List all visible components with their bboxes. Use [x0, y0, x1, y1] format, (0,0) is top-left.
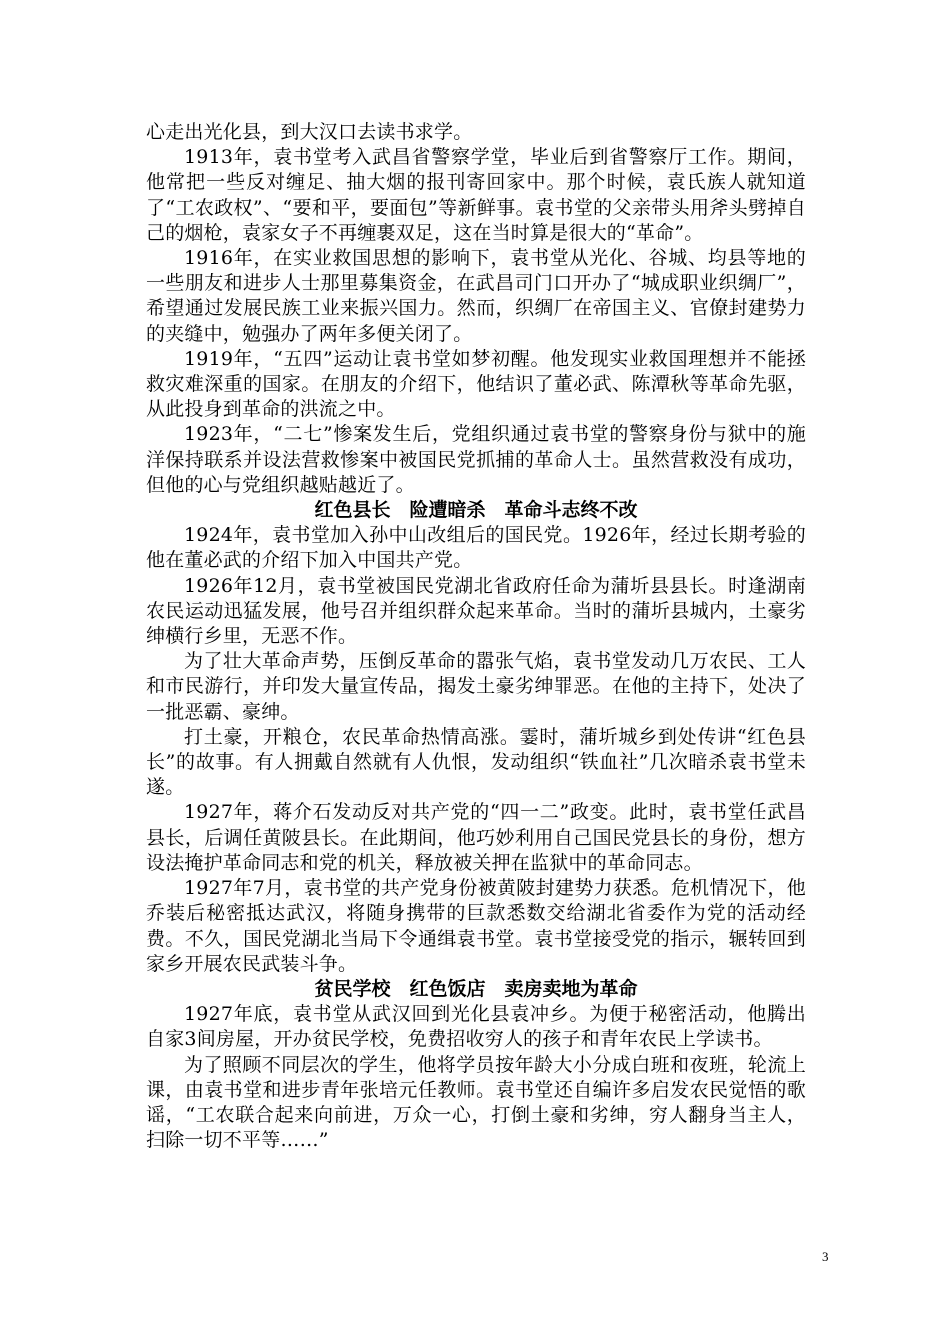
paragraph: 1923年，“二七”惨案发生后，党组织通过袁书堂的警察身份与狱中的施洋保持联系并设法营救惨案中被国民党抓捕的革命人士。虽然营救没有成功，但他的心与党组织越贴越近了。 — [146, 423, 806, 496]
section-heading: 红色县长 险遭暗杀 革命斗志终不改 — [314, 499, 638, 522]
paragraph: 1916年，在实业救国思想的影响下，袁书堂从光化、谷城、均县等地的一些朋友和进步人士那里募集资金，在武昌司门口开办了“城成职业织绸厂”，希望通过发展民族工业来振兴国力。然而，织绸厂在帝国主义、官僚封建势力的夹缝中，勉强办了两年多便关闭了。 — [146, 247, 806, 345]
paragraph: 心走出光化县，到大汉口去读书求学。 — [146, 121, 473, 143]
paragraph: 为了壮大革命声势，压倒反革命的嚣张气焰，袁书堂发动几万农民、工人和市民游行，并印发大量宣传品，揭发土豪劣绅罪恶。在他的主持下，处决了一批恶霸、豪绅。 — [146, 650, 806, 723]
paragraph: 为了照顾不同层次的学生，他将学员按年龄大小分成白班和夜班，轮流上课，由袁书堂和进步青年张培元任教师。袁书堂还自编许多启发农民觉悟的歌谣，“工农联合起来向前进，万众一心，打倒土豪和劣绅，穷人翻身当主人，扫除一切不平等……” — [146, 1053, 806, 1152]
paragraph: 1913年，袁书堂考入武昌省警察学堂，毕业后到省警察厅工作。期间，他常把一些反对缠足、抽大烟的报刊寄回家中。那个时候，袁氏族人就知道了“工农政权”、“要和平，要面包”等新鲜事。袁书堂的父亲带头用斧头劈掉自己的烟枪，袁家女子不再缠裹双足，这在当时算是很大的“革命”。 — [146, 146, 806, 244]
document-body — [146, 120, 806, 1153]
paragraph: 1927年7月，袁书堂的共产党身份被黄陂封建势力获悉。危机情况下，他乔装后秘密抵达武汉，将随身携带的巨款悉数交给湖北省委作为党的活动经费。不久，国民党湖北当局下令通缉袁书堂。袁书堂接受党的指示，辗转回到家乡开展农民武装斗争。 — [146, 877, 806, 975]
paragraph: 1919年，“五四”运动让袁书堂如梦初醒。他发现实业救国理想并不能拯救灾难深重的国家。在朋友的介绍下，他结识了董必武、陈潭秋等革命先驱，从此投身到革命的洪流之中。 — [146, 347, 806, 421]
paragraph: 1927年，蒋介石发动反对共产党的“四一二”政变。此时，袁书堂任武昌县长，后调任黄陂县长。在此期间，他巧妙利用自己国民党县长的身份，想方设法掩护革命同志和党的机关，释放被关押在监狱中的革命同志。 — [146, 801, 806, 874]
paragraph: 打土豪，开粮仓，农民革命热情高涨。霎时，蒲圻城乡到处传讲“红色县长”的故事。有人拥戴自然就有人仇恨，发动组织“铁血社”几次暗杀袁书堂未遂。 — [146, 725, 806, 799]
paragraph: 1926年12月，袁书堂被国民党湖北省政府任命为蒲圻县县长。时逢湖南农民运动迅猛发展，他号召并组织群众起来革命。当时的蒲圻县城内，土豪劣绅横行乡里，无恶不作。 — [146, 574, 806, 648]
section-heading: 贫民学校 红色饭店 卖房卖地为革命 — [314, 977, 638, 1000]
paragraph: 1924年，袁书堂加入孙中山改组后的国民党。1926年，经过长期考验的他在董必武的介绍下加入中国共产党。 — [146, 524, 806, 572]
paragraph: 1927年底，袁书堂从武汉回到光化县袁冲乡。为便于秘密活动，他腾出自家3间房屋，开办贫民学校，免费招收穷人的孩子和青年农民上学读书。 — [146, 1003, 806, 1051]
page-number: 3 — [822, 1249, 829, 1264]
